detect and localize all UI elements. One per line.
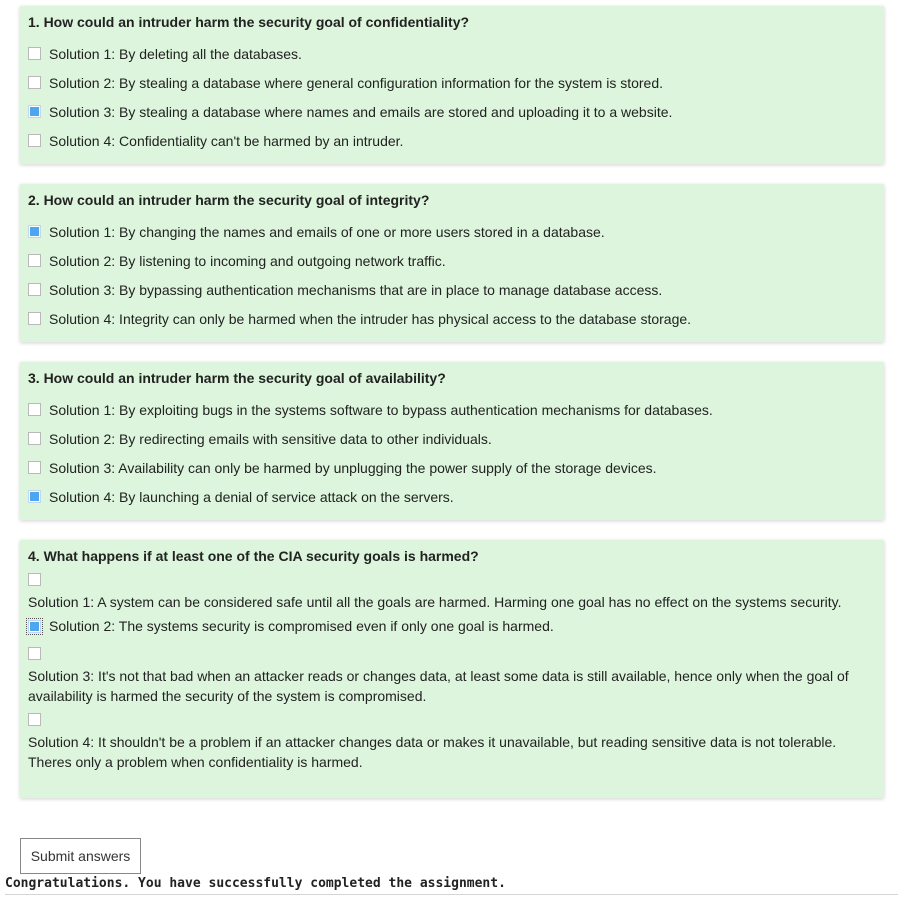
checkbox[interactable] [28,254,41,267]
checkbox[interactable] [28,403,41,416]
question-4-panel [20,540,884,798]
result-message: Congratulations. You have successfully completed the assignment. [5,876,506,891]
option-label: Solution 1: By deleting all the databases. [49,45,302,62]
checkbox[interactable] [28,432,41,445]
checkbox[interactable] [28,312,41,325]
option-label: Solution 2: By stealing a database where general configuration information for the system is stored. [49,74,664,91]
option-label: Solution 4: Confidentiality can't be harmed by an intruder. [49,132,404,149]
question-2-option-4[interactable] [28,304,875,333]
question-3-option-2[interactable] [28,424,875,453]
option-label: Solution 1: A system can be considered safe until all the goals are harmed. Harming one goal has no effect on the systems security. [28,594,842,610]
checkbox[interactable] [28,713,41,726]
question-2-option-2[interactable] [28,246,875,275]
option-label: Solution 2: The systems security is compromised even if only one goal is harmed. [49,618,554,634]
option-label: Solution 3: By stealing a database where names and emails are stored and uploading it to a website. [49,103,673,120]
question-1-title: 1. How could an intruder harm the security goal of confidentiality? [28,14,470,30]
question-4-option-4[interactable] [28,713,875,772]
question-4-option-2[interactable] [28,612,875,640]
question-4-title: 4. What happens if at least one of the CIA security goals is harmed? [28,548,479,564]
option-label: Solution 4: Integrity can only be harmed when the intruder has physical access to the database storage. [49,310,692,327]
checkbox[interactable] [28,76,41,89]
checkbox-checked[interactable] [28,105,41,118]
checkbox-checked[interactable] [28,490,41,503]
submit-answers-button[interactable]: Submit answers [20,838,141,874]
divider [5,894,898,895]
option-label: Solution 4: It shouldn't be a problem if an attacker changes data or makes it unavailable, but reading sensitive data is not tolerable. Theres only a problem when confidentiality is harmed. [28,734,837,770]
quiz-container [20,6,884,798]
question-1-option-4[interactable] [28,126,875,155]
option-label: Solution 3: It's not that bad when an attacker reads or changes data, at least some data is still available, hence only when the goal of availability is harmed the security of the system is compromised. [28,668,849,704]
question-1-option-3[interactable] [28,97,875,126]
question-3-panel [20,362,884,520]
question-3-option-1[interactable] [28,395,875,424]
question-2-title: 2. How could an intruder harm the security goal of integrity? [28,192,430,208]
option-label: Solution 3: By bypassing authentication mechanisms that are in place to manage database access. [49,281,663,298]
option-label: Solution 2: By listening to incoming and outgoing network traffic. [49,252,446,269]
checkbox[interactable] [28,47,41,60]
question-1-panel [20,6,884,164]
question-3-option-3[interactable] [28,453,875,482]
question-2-option-3[interactable] [28,275,875,304]
checkbox[interactable] [28,134,41,147]
question-3-option-4[interactable] [28,482,875,511]
checkbox-checked[interactable] [28,620,41,633]
question-3-title: 3. How could an intruder harm the security goal of availability? [28,370,446,386]
question-4-option-1[interactable] [28,573,875,612]
checkbox[interactable] [28,283,41,296]
checkbox[interactable] [28,461,41,474]
option-label: Solution 1: By exploiting bugs in the systems software to bypass authentication mechanisms for databases. [49,401,713,418]
checkbox[interactable] [28,573,41,586]
checkbox[interactable] [28,647,41,660]
option-label: Solution 1: By changing the names and emails of one or more users stored in a database. [49,223,605,240]
question-2-option-1[interactable] [28,217,875,246]
option-label: Solution 4: By launching a denial of service attack on the servers. [49,488,454,505]
option-label: Solution 2: By redirecting emails with sensitive data to other individuals. [49,430,492,447]
question-2-panel [20,184,884,342]
question-1-option-2[interactable] [28,68,875,97]
question-1-option-1[interactable] [28,39,875,68]
option-label: Solution 3: Availability can only be harmed by unplugging the power supply of the storage devices. [49,459,657,476]
question-4-option-3[interactable] [28,647,875,706]
checkbox-checked[interactable] [28,225,41,238]
